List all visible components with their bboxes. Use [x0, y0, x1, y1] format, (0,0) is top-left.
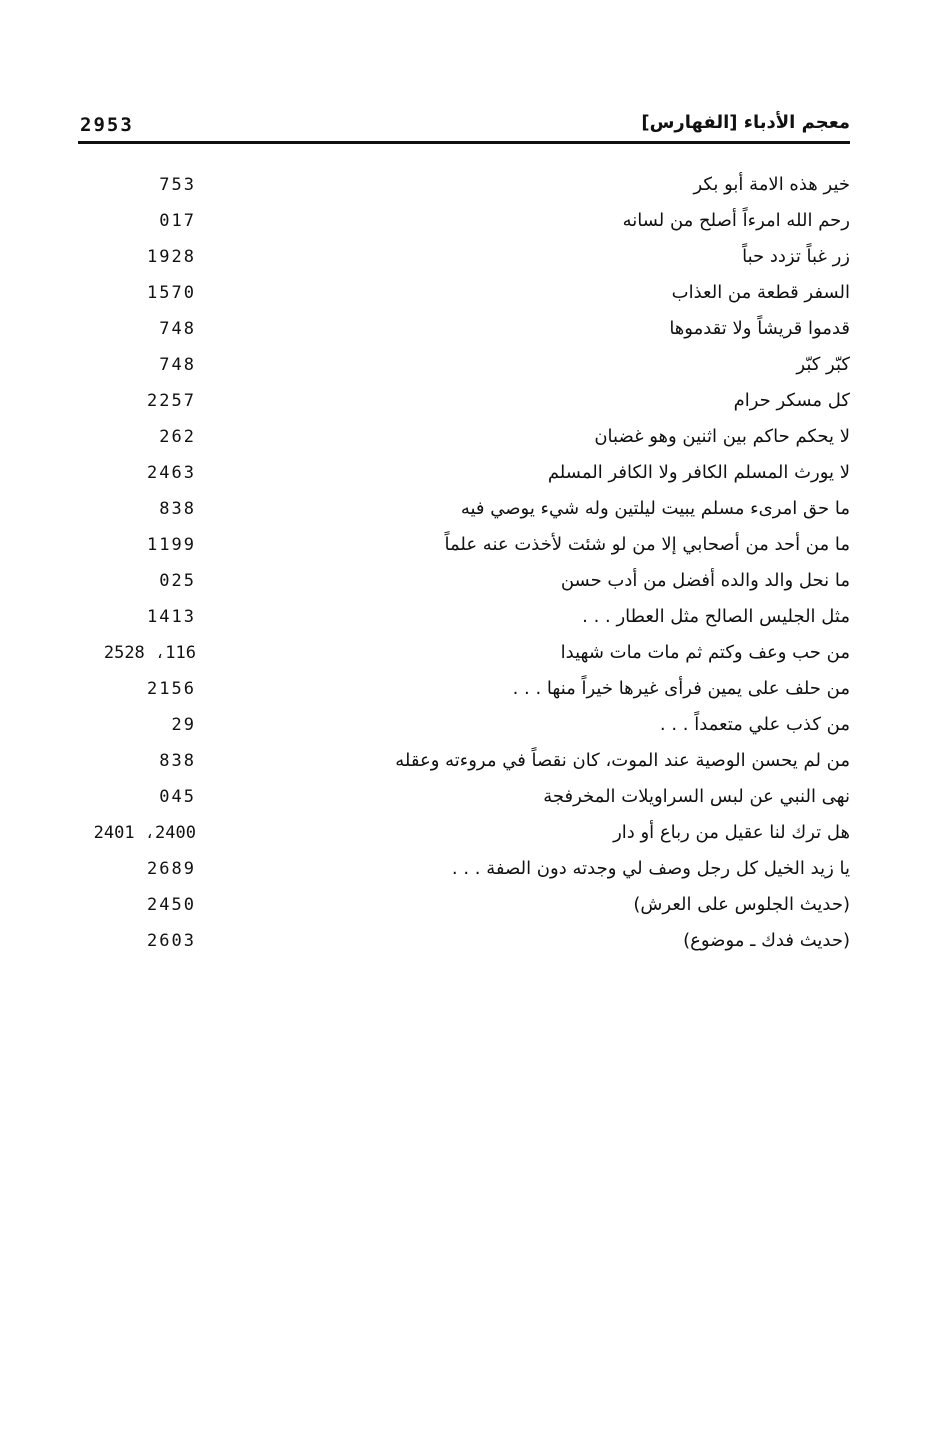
entry-pages: 838: [159, 751, 196, 771]
index-entry: [78, 242, 850, 278]
entry-pages: 29: [171, 715, 196, 735]
entry-pages: 1928: [147, 247, 196, 267]
entry-text: ما من أحد من أصحابي إلا من لو شئت لأخذت عنه علماً: [444, 534, 850, 555]
entry-text: قدموا قريشاً ولا تقدموها: [669, 318, 850, 339]
entry-text: كبّر كبّر: [796, 354, 850, 375]
index-entry: [78, 206, 850, 242]
index-entry: [78, 458, 850, 494]
index-entry: [78, 314, 850, 350]
entry-text: هل ترك لنا عقيل من رباع أو دار: [613, 822, 850, 843]
entry-pages: 2450: [147, 895, 196, 915]
entry-pages: 1413: [147, 607, 196, 627]
entry-text: (حديث الجلوس على العرش): [633, 894, 850, 915]
entry-pages: 838: [159, 499, 196, 519]
index-entry: [78, 530, 850, 566]
entry-pages: 2463: [147, 463, 196, 483]
entry-text: كل مسكر حرام: [733, 390, 850, 411]
index-entry: [78, 386, 850, 422]
entry-pages: 017: [159, 211, 196, 231]
entry-pages: 025: [159, 571, 196, 591]
index-entry: [78, 746, 850, 782]
index-entry: [78, 890, 850, 926]
entry-pages: 2603: [147, 931, 196, 951]
index-entry: [78, 602, 850, 638]
entry-pages: 748: [159, 319, 196, 339]
index-entry: [78, 926, 850, 962]
index-entry: [78, 422, 850, 458]
page-number: 2953: [80, 114, 134, 136]
entry-text: من لم يحسن الوصية عند الموت، كان نقصاً في مروءته وعقله: [395, 750, 850, 771]
entry-text: ما نحل والد والده أفضل من أدب حسن: [560, 570, 850, 591]
index-entry: [78, 566, 850, 602]
entry-pages: 2257: [147, 391, 196, 411]
entry-pages: 1199: [147, 535, 196, 555]
index-entry: [78, 170, 850, 206]
entry-pages: 262: [159, 427, 196, 447]
index-entry: [78, 494, 850, 530]
entry-pages: 1570: [147, 283, 196, 303]
entry-text: مثل الجليس الصالح مثل العطار . . .: [582, 606, 850, 627]
entry-text: لا يورث المسلم الكافر ولا الكافر المسلم: [547, 462, 850, 483]
index-entry: [78, 710, 850, 746]
entry-text: ما حق امرىء مسلم يبيت ليلتين وله شيء يوصي فيه: [460, 498, 850, 519]
hadith-index-list: [78, 170, 850, 962]
entry-text: يا زيد الخيل كل رجل وصف لي وجدته دون الصفة . . .: [451, 858, 850, 879]
entry-text: من حلف على يمين فرأى غيرها خيراً منها . . .: [512, 678, 850, 699]
entry-pages: 748: [159, 355, 196, 375]
entry-text: رحم الله امرءاً أصلح من لسانه: [622, 210, 850, 231]
entry-pages: 116، 2528: [103, 643, 196, 663]
index-entry: [78, 638, 850, 674]
entry-pages: 2689: [147, 859, 196, 879]
entry-text: خير هذه الامة أبو بكر: [693, 174, 850, 195]
entry-text: زر غباً تزدد حباً: [742, 246, 850, 267]
entry-pages: 2400، 2401: [93, 823, 196, 843]
entry-pages: 753: [159, 175, 196, 195]
entry-text: من حب وعف وكتم ثم مات مات شهيدا: [560, 642, 850, 663]
entry-text: السفر قطعة من العذاب: [671, 282, 850, 303]
header-rule: [78, 141, 850, 144]
entry-pages: 045: [159, 787, 196, 807]
entry-text: من كذب علي متعمداً . . .: [659, 714, 850, 735]
running-title: معجم الأدباء [الفهارس]: [641, 112, 850, 133]
index-entry: [78, 674, 850, 710]
index-entry: [78, 782, 850, 818]
page-header: [78, 110, 850, 144]
index-entry: [78, 818, 850, 854]
index-entry: [78, 278, 850, 314]
entry-text: نهى النبي عن لبس السراويلات المخرفجة: [543, 786, 850, 807]
index-entry: [78, 350, 850, 386]
entry-pages: 2156: [147, 679, 196, 699]
entry-text: (حديث فدك ـ موضوع): [683, 930, 850, 951]
entry-text: لا يحكم حاكم بين اثنين وهو غضبان: [594, 426, 850, 447]
index-entry: [78, 854, 850, 890]
